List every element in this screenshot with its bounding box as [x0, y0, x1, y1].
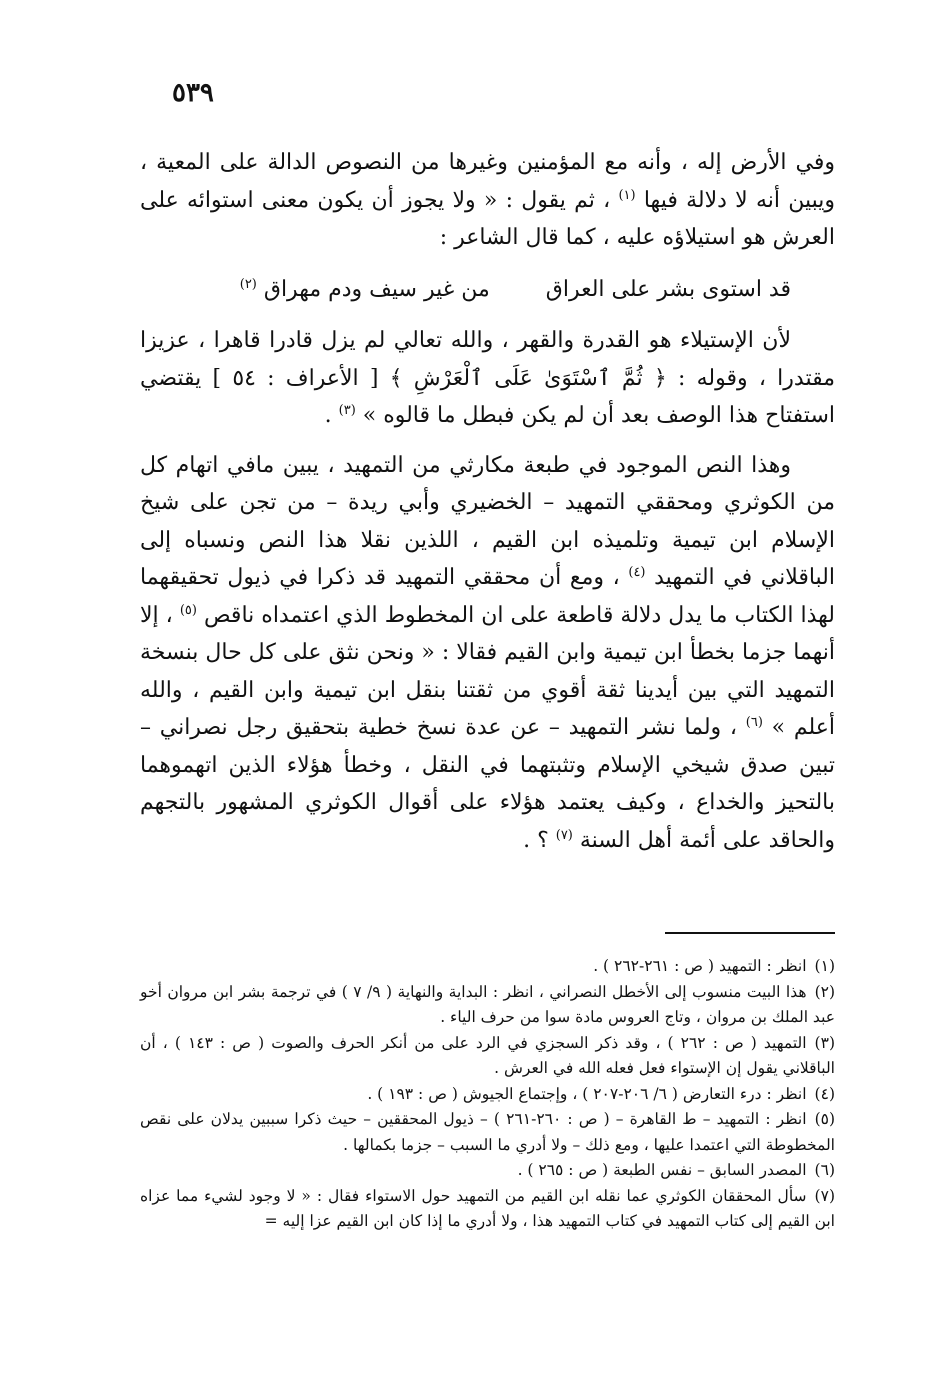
footnote-number: (٤) [814, 1084, 835, 1103]
paragraph-2-text-a: لأن الإستيلاء هو القدرة والقهر ، والله تعالي لم يزل قادرا قاهرا ، عزيزا مقتدرا ، وقوله : ﴿ ثُمَّ ٱسْتَوَىٰ عَلَى ٱلْعَرْشِ ﴾ [ الأعراف : ٥٤ ] يقتضي استفتاح هذا الوصف بعد أن لم يكن فبطل ما قالوه » [140, 328, 835, 428]
paragraph-2 [140, 322, 835, 435]
footnote-text: انظر : التمهيد ( ص : ٢٦١-٢٦٢ ) . [593, 957, 807, 975]
footnote-number: (٢) [814, 982, 836, 1001]
footnote-5 [140, 1107, 835, 1158]
paragraph-3-text-a: وهذا النص الموجود في طبعة مكارثي من التمهيد ، يبين مافي اتهام كل من الكوثري ومحققي التمهيد – الخضيري وأبي ريدة – من تجن على شيخ الإسلام ابن تيمية وتلميذه ابن القيم ، اللذين نقلا هذا النص ونسباه إلى الباقلاني في التمهيد [140, 452, 836, 590]
paragraph-3 [140, 447, 835, 860]
paragraph-2-text-b: . [324, 403, 339, 428]
poetry-verse [140, 271, 835, 309]
footnote-number: (٦) [814, 1161, 835, 1179]
footnote-number: (٧) [814, 1186, 835, 1205]
footnote-ref-6: (٦) [745, 715, 763, 730]
footnote-text: سأل المحققان الكوثري عما نقله ابن القيم من التمهيد حول الاستواء فقال : « لا وجود لشيء مما عزاه ابن القيم إلى كتاب التمهيد في كتاب التمهيد هذا ، ولا أدري ما إذا كان ابن القيم عزا إليه = [140, 1186, 835, 1230]
paragraph-3-text-c: ، إلا أنهما جزما بخطأ ابن تيمية وابن القيم فقالا : « ونحن نثق على كل حال بنسخة التمهيد التي بين أيدينا ثقة أقوي من ثقتنا بنقل ابن تيمية وابن القيم ، والله أعلم » [140, 602, 835, 740]
paragraph-1-text-b: ، ثم يقول : « ولا يجوز أن يكون معنى استوائه على العرش هو استيلاؤه عليه ، كما قال الشاعر : [140, 187, 835, 250]
footnote-text: انظر : التمهيد – ط القاهرة – ( ص : ٢٦٠-٢٦١ ) – ذيول المحققين – حيث ذكرا سببين يدلان على نقص المخطوطة التي اعتمدا عليها ، ومع ذلك – ولا أدري ما السبب – جزما بكمالها . [140, 1110, 835, 1154]
verse-first-hemistich: قد استوى بشر على العراق [545, 276, 791, 302]
paragraph-3-text-e: ؟ . [523, 827, 556, 853]
footnote-number: (٣) [814, 1033, 835, 1052]
footnote-number: (١) [814, 957, 835, 975]
footnote-divider [665, 932, 835, 934]
footnote-text: انظر : درء التعارض ( ٦/ ٢٠٦-٢٠٧ ) ، وإجتماع الجيوش ( ص : ١٩٣ ) . [367, 1084, 807, 1103]
footnote-text: هذا البيت منسوب إلى الأخطل النصراني ، انظر : البداية والنهاية ( ٩/ ٧ ) في ترجمة بشر ابن مروان أخو عبد الملك بن مروان ، وتاج العروس مادة سوا من حرف الياء . [140, 982, 835, 1026]
footnote-ref-2: (٢) [239, 276, 257, 292]
paragraph-1 [140, 144, 835, 257]
footnote-text: المصدر السابق – نفس الطبعة ( ص : ٢٦٥ ) . [517, 1161, 807, 1179]
footnotes [140, 954, 835, 1235]
footnote-ref-5: (٥) [179, 602, 197, 618]
verse-second-text: من غير سيف ودم مهراق [263, 276, 490, 302]
footnote-7 [140, 1184, 835, 1235]
paragraph-1-text-a: وفي الأرض إله ، وأنه مع المؤمنين وغيرها من النصوص الدالة على المعية ، ويبين أنه لا دلالة فيها [140, 150, 835, 213]
footnote-ref-3: (٣) [338, 403, 356, 418]
footnote-1 [140, 954, 835, 980]
paragraph-3-text-b: ، ومع أن محققي التمهيد قد ذكرا في ذيول تحقيقهما لهذا الكتاب ما يدل دلالة قاطعة على ان المخطوط الذي اعتمداه ناقص [140, 565, 836, 628]
footnote-text: التمهيد ( ص : ٢٦٢ ) ، وقد ذكر السجزي في الرد على من أنكر الحرف والصوت ( ص : ١٤٣ ) ، أن الباقلاني يقول إن الإستواء فعل فعله الله في العرش . [140, 1033, 835, 1077]
footnote-ref-7: (٧) [555, 827, 573, 843]
main-text [140, 144, 835, 859]
footnote-6 [140, 1158, 835, 1184]
paragraph-3-text-d: ، ولما نشر التمهيد – عن عدة نسخ خطية بتحقيق رجل نصراني – تبين صدق شيخي الإسلام وتثبتهما في النقل ، وخطأ هؤلاء الذين اتهموهما بالتحيز والخداع ، وكيف يعتمد هؤلاء على أقوال الكوثري المشهور بالتجهم والحاقد على أئمة أهل السنة [140, 715, 835, 853]
footnote-ref-1: (١) [618, 187, 636, 203]
verse-second-hemistich [240, 271, 490, 309]
footnote-2 [140, 980, 835, 1031]
footnote-number: (٥) [814, 1110, 836, 1128]
footnote-4 [140, 1082, 835, 1108]
footnote-3 [140, 1031, 835, 1082]
footnote-ref-4: (٤) [628, 565, 646, 580]
page-number: ٥٣٩ [172, 78, 214, 108]
